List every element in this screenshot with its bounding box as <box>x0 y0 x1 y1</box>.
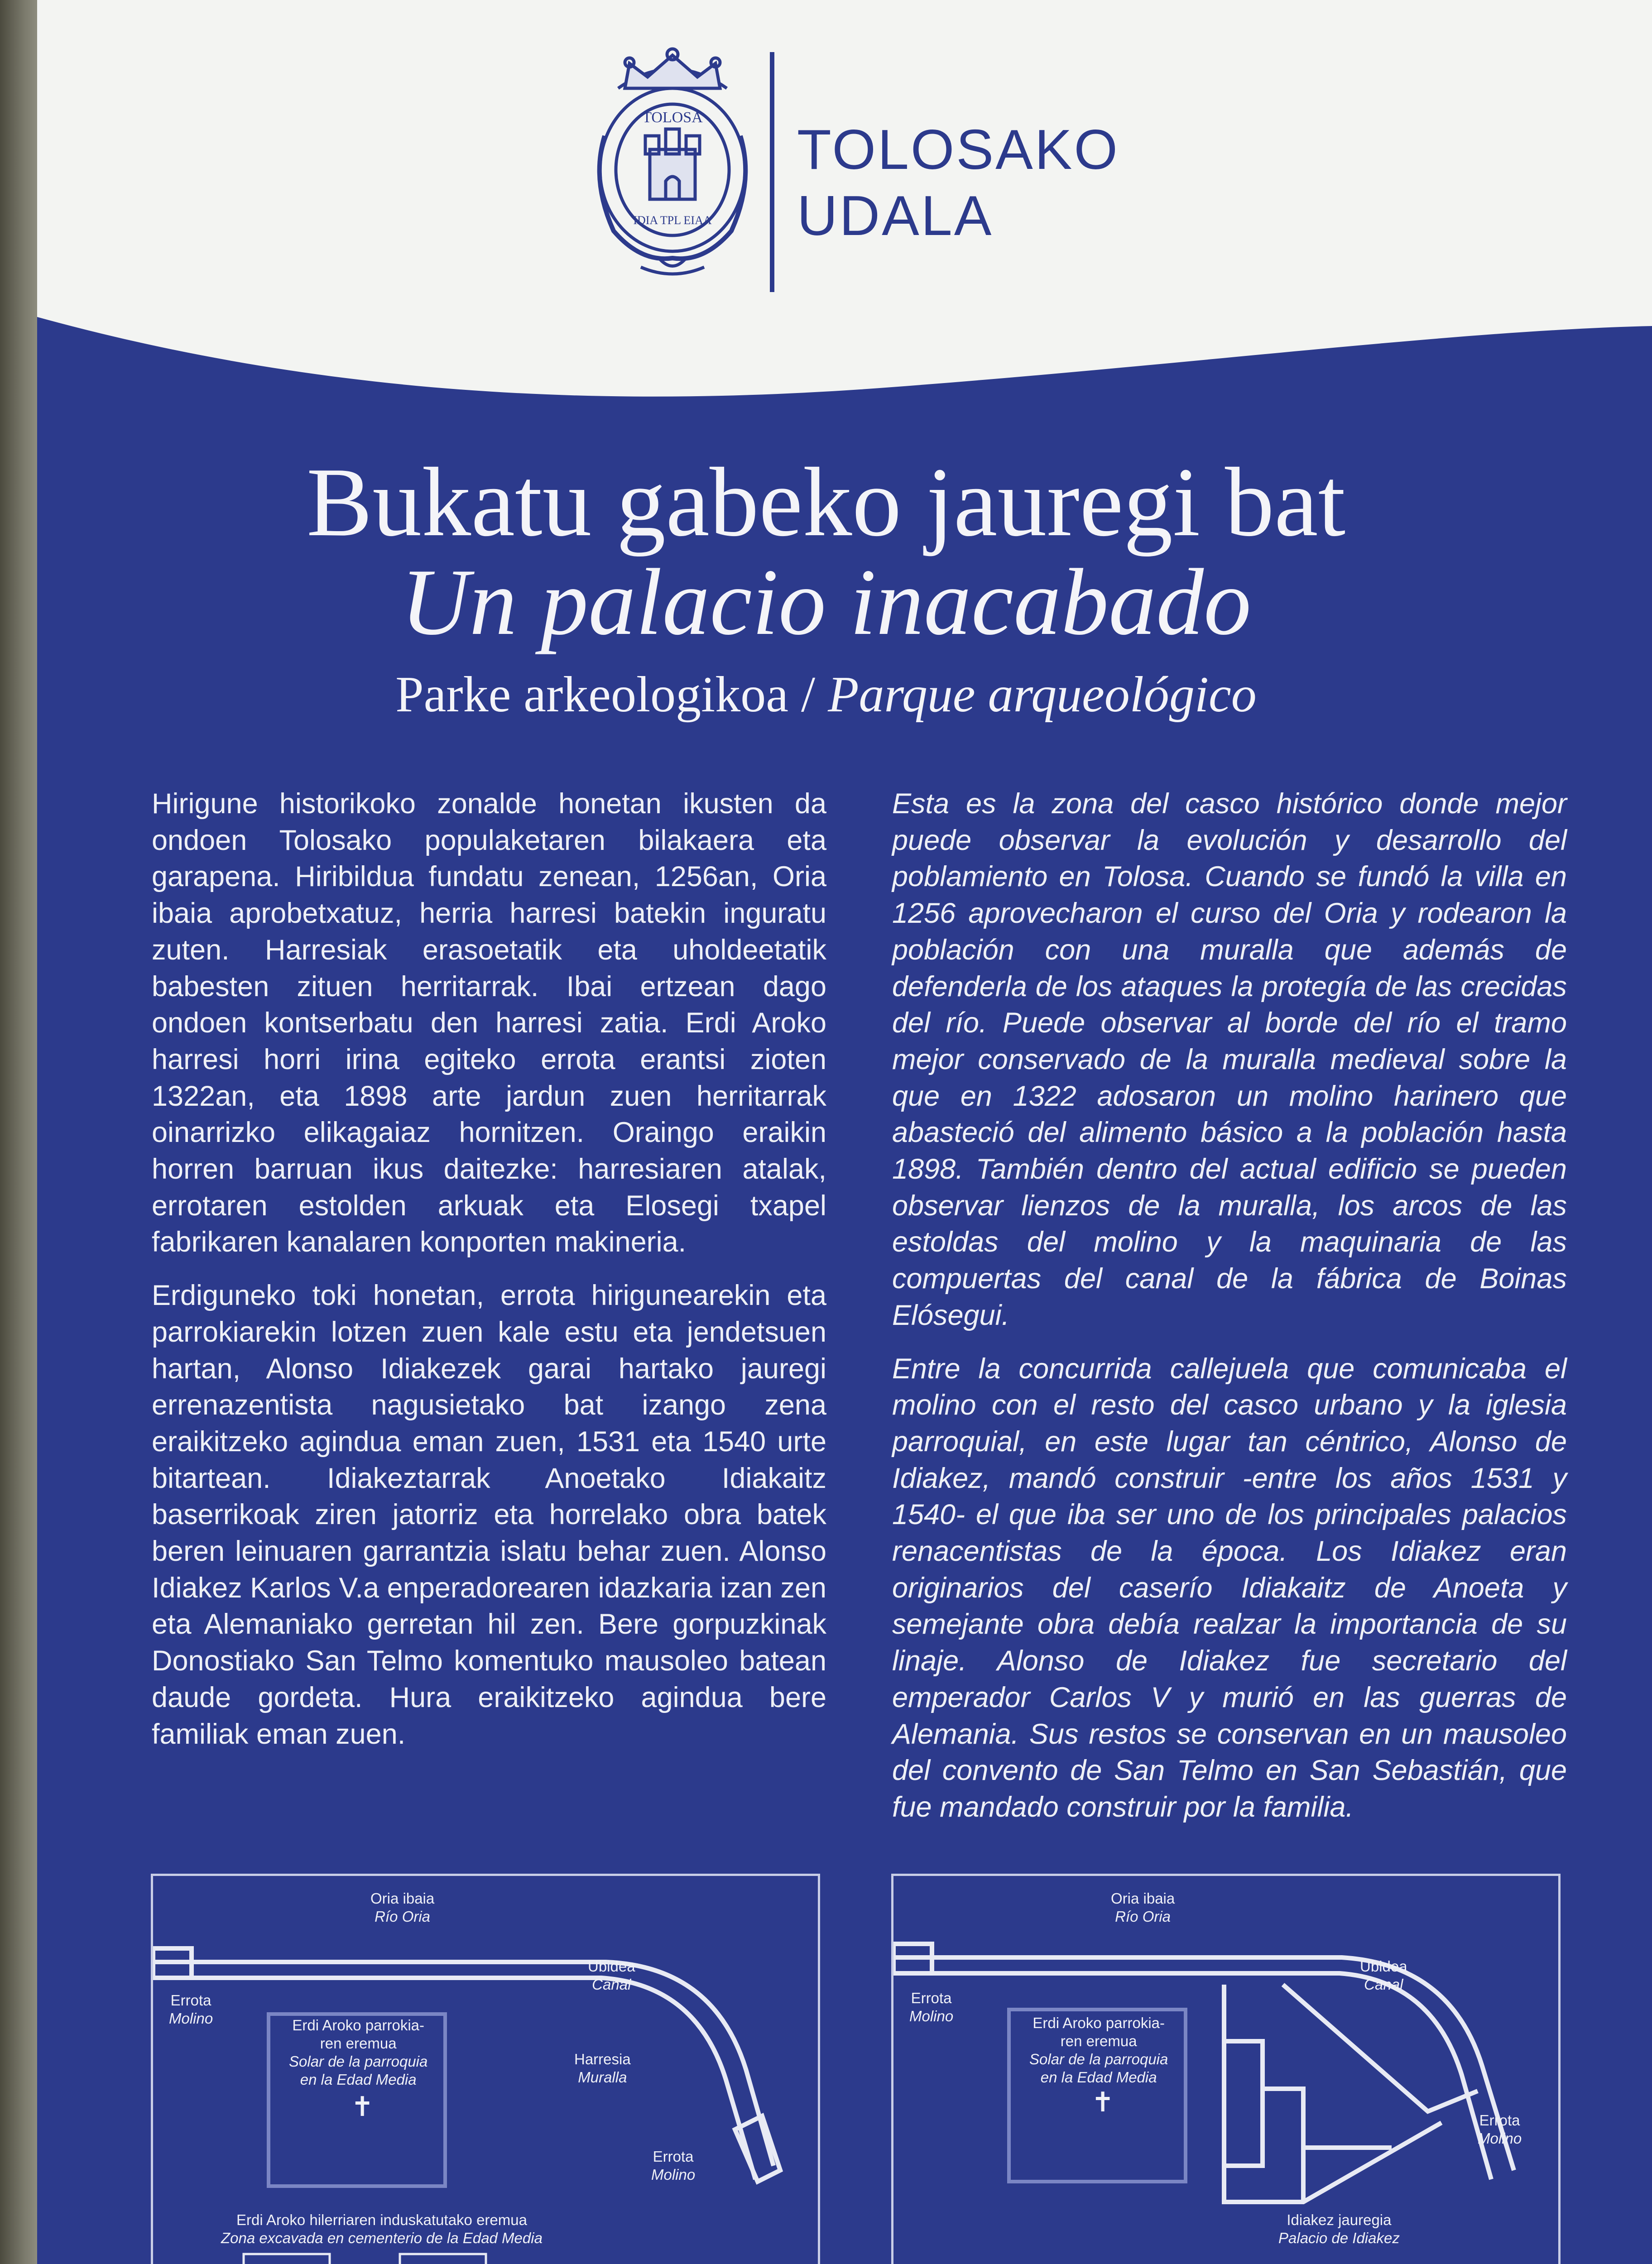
paragraph-spanish-2: Entre la concurrida callejuela que comunicaba el molino con el resto del casco urbano y la iglesia parroquial, en este lugar tan céntrico, Alonso de Idiakez, mandó construir -entre los años 1531 y 1540- el que iba ser uno de los principales palacios renacentistas de la época. Los Idiakez eran originarios del caserío Idiakaitz de Anoeta y semejante obra debía realzar la importancia de su linaje. Alonso de Idiakez fue secretario del emperador Carlos V y murió en las guerras de Alemania. Sus restos se conservan en un mausoleo del convento de San Telmo en San Sebastián, que fue mandado construir por la familia. <box>892 1353 1567 1823</box>
organization-line-2: UDALA <box>797 185 994 247</box>
title-basque: Bukatu gabeko jauregi bat <box>306 448 1346 557</box>
seal-text: TOLOSA <box>642 109 703 126</box>
coat-of-arms-icon <box>586 45 759 281</box>
label-mill-1: Errota Molino <box>169 1992 213 2027</box>
subtitle <box>0 666 1652 724</box>
cross-icon: ✝ <box>351 2091 374 2122</box>
organization-name <box>797 117 1119 249</box>
map-1530-1540 <box>891 1874 1561 2264</box>
label-parish: Erdi Aroko parrokia- ren eremua Solar de la parroquia en la Edad Media <box>289 2017 428 2088</box>
title-spanish: Un palacio inacabado <box>400 550 1252 655</box>
subtitle-spanish: Parque arqueológico <box>828 667 1257 723</box>
label-canal: Ubidea Canal <box>588 1958 635 1993</box>
subtitle-basque: Parke arkeologikoa <box>395 667 788 723</box>
label-river: Oria ibaia Río Oria <box>1111 1890 1175 1925</box>
label-parish: Erdi Aroko parrokia- ren eremua Solar de la parroquia en la Edad Media <box>1029 2015 1168 2086</box>
organization-line-1: TOLOSAKO <box>797 119 1119 181</box>
paragraph-basque-1: Hirigune historikoko zonalde honetan ikusten da ondoen Tolosako populaketaren bilakaera eta garapena. Hiribildua fundatu zenean, 1256an, Oria ibaia aprobetxatuz, herria harresi batekin inguratu zuten. Harresiak erasoetatik eta uholdeetatik babesten zituen herritarrak. Ibai ertzean dago ondoen kontserbatu den harresi zatia. Erdi Aroko harresi horri irina egiteko errota erantsi zioten 1322an, eta 1898 arte jardun zuen herritarrak oinarrizko elikagaiaz hornitzen. Oraingo eraikin horren barruan ikus daitezke: harresiaren atalak, errotaren estolden arkuak eta Elosegi txapel fabrikaren kanalaren konporten makineria. <box>152 788 826 1258</box>
map-1530-1540-drawing <box>893 1876 1558 2264</box>
paragraph-spanish-1: Esta es la zona del casco histórico donde mejor puede observar la evolución y desarrollo del poblamiento en Tolosa. Cuando se fundó la villa en 1256 aprovecharon el curso del Oria y rodearon la población con una muralla que además de defenderla de los ataques la protegía de las crecidas del río. Puede observar al borde del río el tramo mejor conservado de la muralla medieval sobre la que en 1322 adosaron un molino harinero que abasteció del alimento básico a la población hasta 1898. También dentro del actual edificio se pueden observar lienzos de la muralla, los arcos de las estoldas del molino y la maquinaria de las compuertas del canal de la fábrica de Boinas Elósegui. <box>892 788 1567 1331</box>
text-column-spanish <box>892 786 1567 1842</box>
label-mill-2: Errota Molino <box>1478 2112 1522 2147</box>
label-river: Oria ibaia Río Oria <box>370 1890 435 1925</box>
cross-icon: ✝ <box>1091 2087 1114 2117</box>
logo-divider <box>770 52 774 292</box>
town-hall-seal-logo <box>586 45 759 281</box>
label-mill-1: Errota Molino <box>909 1990 954 2024</box>
label-cemetery: Erdi Aroko hilerriaren induskatutako eremua Zona excavada en cementerio de la Edad Media <box>221 2211 543 2246</box>
label-canal: Ubidea Canal <box>1360 1958 1407 1993</box>
label-palace: Idiakez jauregia Palacio de Idiakez <box>1278 2211 1400 2246</box>
map-medieval <box>151 1874 820 2264</box>
seal-motto: IDIA TPL EIAA <box>633 214 712 227</box>
subtitle-separator: / <box>801 667 816 723</box>
paragraph-basque-2: Erdiguneko toki honetan, errota hirigunearekin eta parrokiarekin lotzen zuen kale estu eta jendetsuen hartan, Alonso Idiakezek garai hartako jauregi errenazentista nagusietako bat izango zena eraikitzeko agindua eman zuen, 1531 eta 1540 urte bitartean. Idiakeztarrak Anoetako Idiakaitz baserrikoak ziren jatorriz eta horrelako obra batek beren leinuaren garrantzia islatu behar zuen. Alonso Idiakez Karlos V.a enperadorearen idazkaria izan zen eta Alemaniako gerretan hil zen. Bere gorpuzkinak Donostiako San Telmo komentuko mausoleo batean daude gordeta. Hura eraikitzeko agindua bere familiak eman zuen. <box>152 1280 826 1750</box>
map-medieval-drawing <box>153 1876 818 2264</box>
text-column-basque <box>152 786 826 1769</box>
label-mill-2: Errota Molino <box>651 2148 696 2183</box>
label-wall: Harresia Muralla <box>574 2051 631 2086</box>
